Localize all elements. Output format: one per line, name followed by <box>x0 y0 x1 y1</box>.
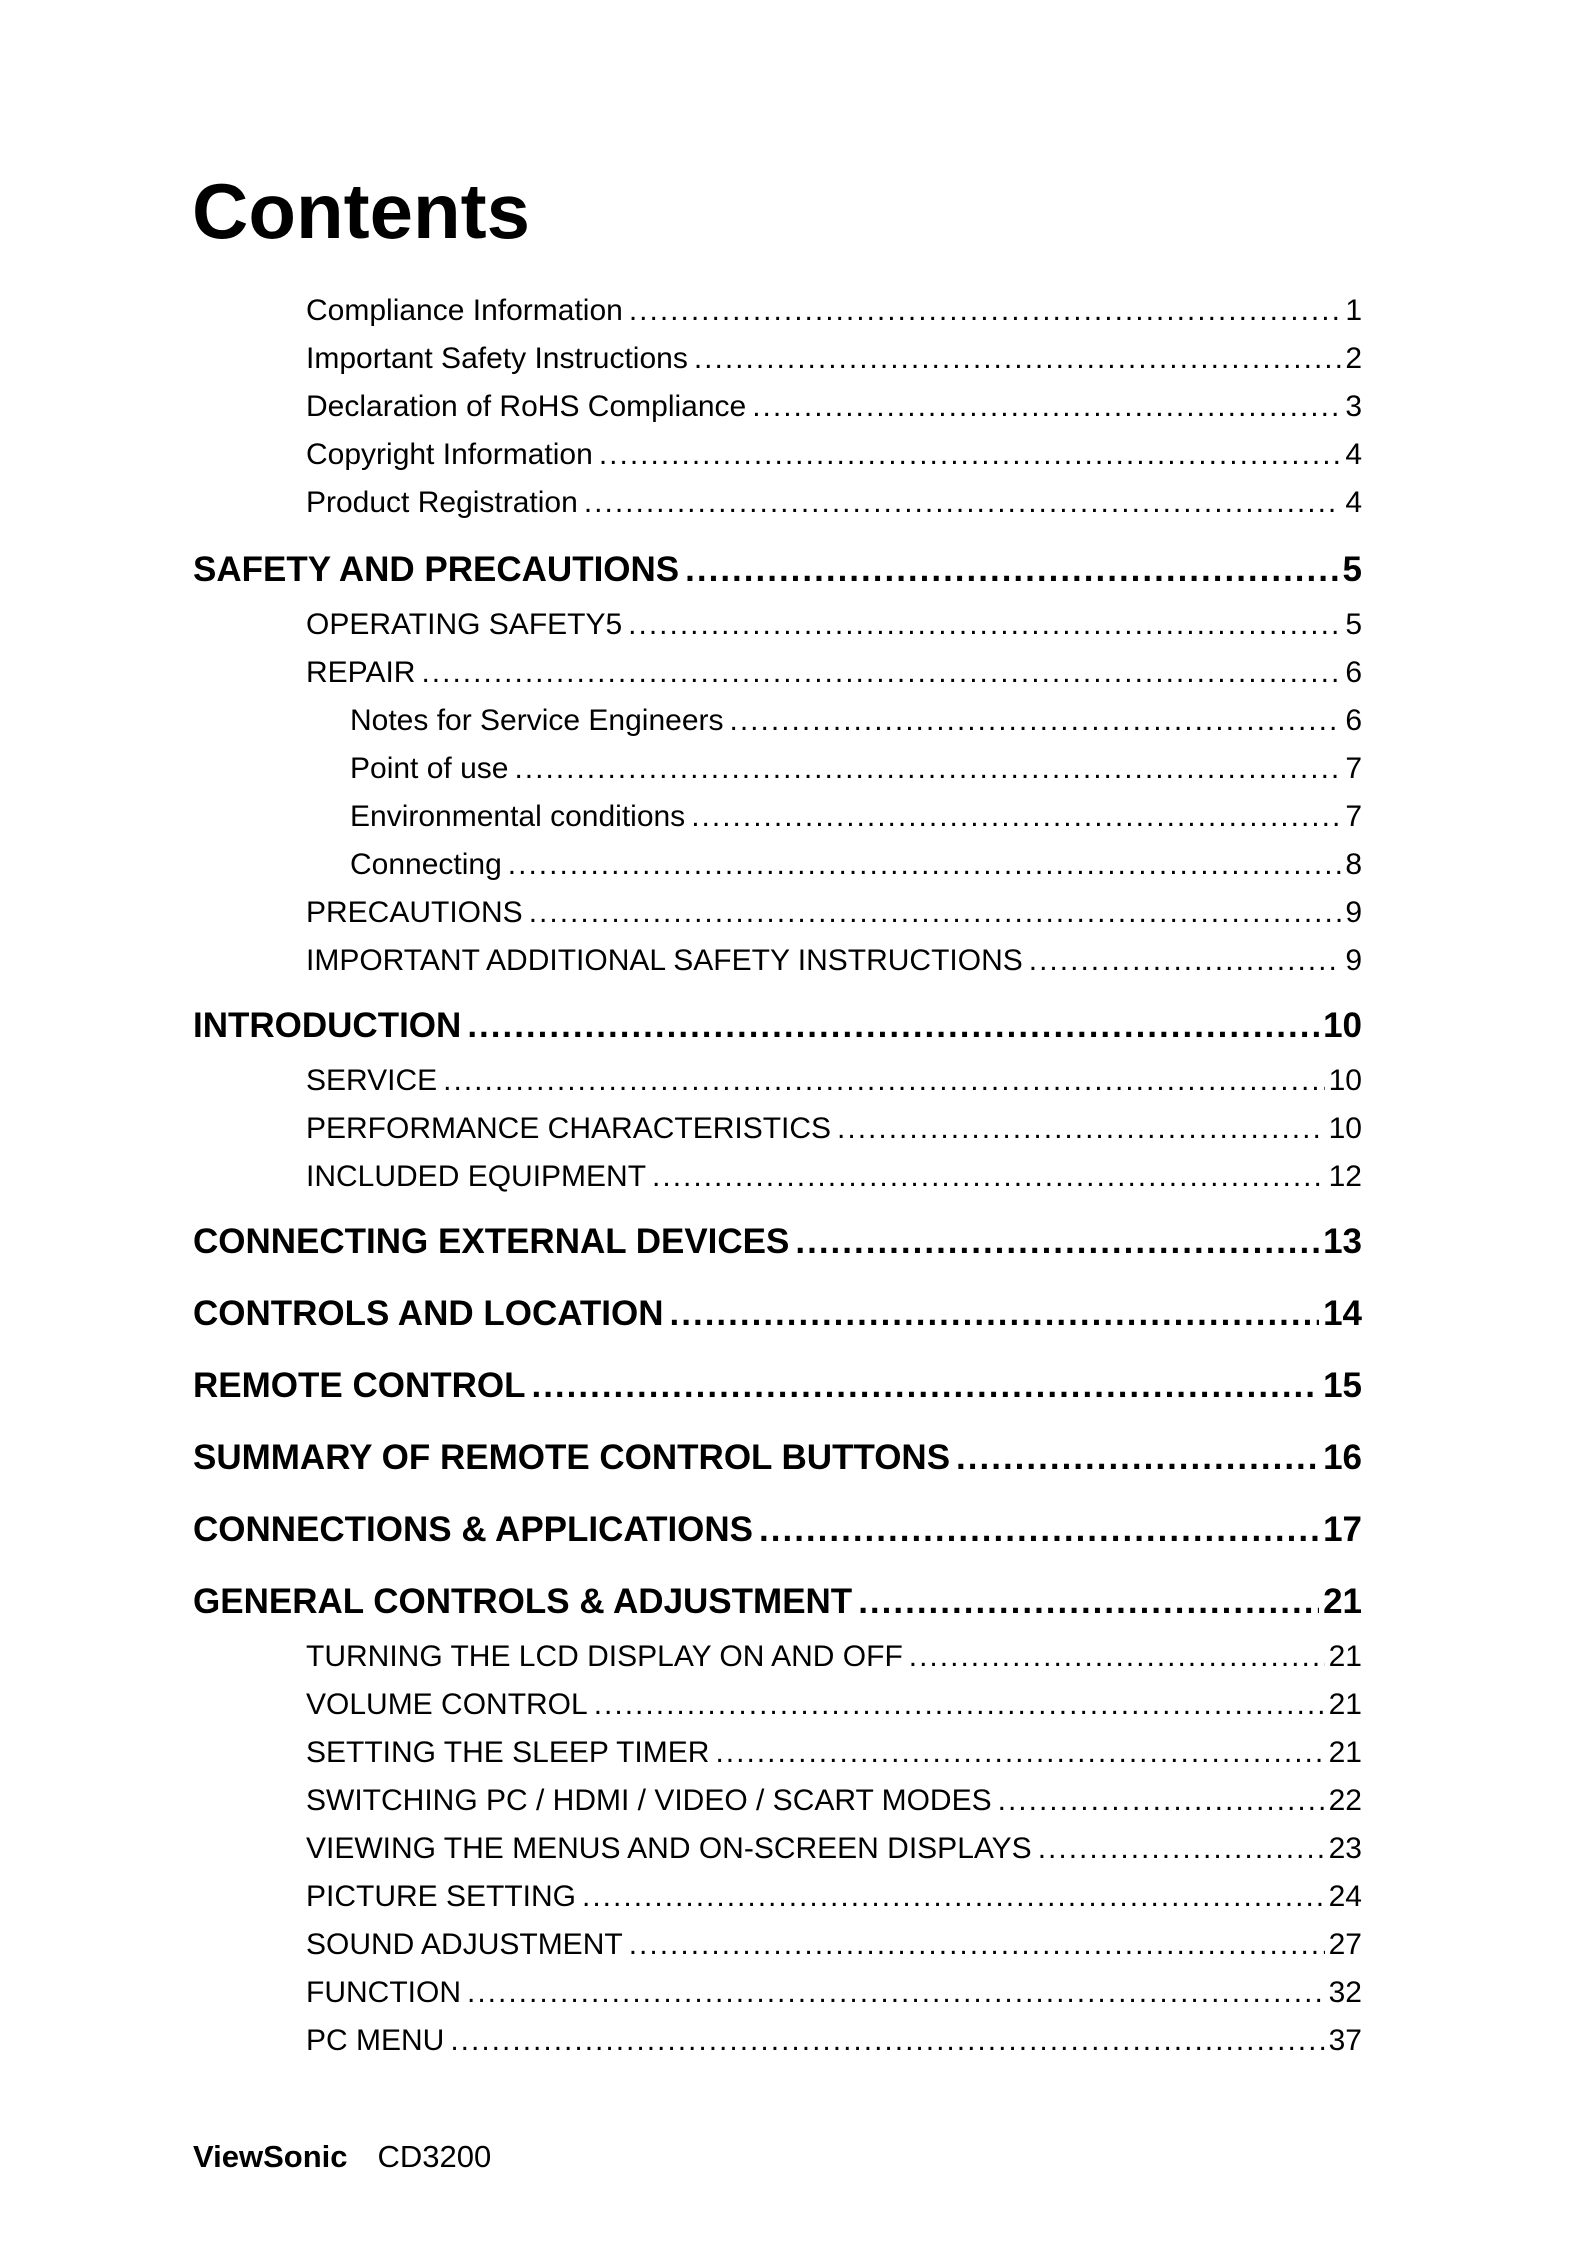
toc-dot-leader <box>694 342 1341 376</box>
toc-page-number: 21 <box>1328 1640 1362 1673</box>
toc-entry-label: CONNECTING EXTERNAL DEVICES <box>193 1222 790 1261</box>
toc-entry-label: SAFETY AND PRECAUTIONS <box>193 550 680 589</box>
toc-page-number: 7 <box>1345 800 1362 833</box>
toc-dot-leader <box>715 1736 1324 1770</box>
toc-dot-leader <box>652 1160 1325 1194</box>
toc-section-entry[interactable] <box>193 1006 1362 1046</box>
toc-entry-label: PICTURE SETTING <box>306 1880 577 1913</box>
toc-page-number: 10 <box>1323 1006 1362 1045</box>
toc-dot-leader <box>584 486 1342 520</box>
toc-entry-label: TURNING THE LCD DISPLAY ON AND OFF <box>306 1640 903 1673</box>
toc-entry-label: CONNECTIONS & APPLICATIONS <box>193 1510 754 1549</box>
toc-page-number: 4 <box>1345 486 1362 519</box>
toc-entry-label: PC MENU <box>306 2024 445 2057</box>
toc-entry[interactable] <box>306 1784 1362 1818</box>
toc-dot-leader <box>629 294 1341 328</box>
toc-entry[interactable] <box>306 1688 1362 1722</box>
toc-page-number: 4 <box>1345 438 1362 471</box>
toc-entry[interactable] <box>306 486 1362 520</box>
toc-section-entry[interactable] <box>193 1582 1362 1622</box>
toc-dot-leader <box>759 1510 1319 1550</box>
toc-entry[interactable] <box>306 1160 1362 1194</box>
toc-entry-label: SETTING THE SLEEP TIMER <box>306 1736 710 1769</box>
toc-page-number: 5 <box>1342 550 1362 589</box>
toc-entry[interactable] <box>306 342 1362 376</box>
toc-entry-label: Point of use <box>350 752 509 785</box>
toc-page-number: 1 <box>1345 294 1362 327</box>
toc-entry[interactable] <box>306 1640 1362 1674</box>
toc-page-number: 21 <box>1323 1582 1362 1621</box>
toc-page-number: 5 <box>1345 608 1362 641</box>
toc-section-entry[interactable] <box>193 550 1362 590</box>
toc-subentry[interactable] <box>350 752 1362 786</box>
toc-dot-leader <box>1038 1832 1325 1866</box>
toc-entry[interactable] <box>306 1928 1362 1962</box>
toc-section-entry[interactable] <box>193 1438 1362 1478</box>
toc-page-number: 2 <box>1345 342 1362 375</box>
toc-page-number: 10 <box>1328 1112 1362 1145</box>
toc-entry-label: VOLUME CONTROL <box>306 1688 588 1721</box>
toc-entry[interactable] <box>306 1112 1362 1146</box>
toc-entry-label: INTRODUCTION <box>193 1006 462 1045</box>
toc-entry[interactable] <box>306 944 1362 978</box>
toc-dot-leader <box>599 438 1342 472</box>
model-name: CD3200 <box>377 2139 492 2174</box>
toc-entry[interactable] <box>306 896 1362 930</box>
toc-dot-leader <box>730 704 1342 738</box>
toc-dot-leader <box>421 656 1341 690</box>
toc-page-number: 24 <box>1328 1880 1362 1913</box>
toc-page-number: 9 <box>1345 944 1362 977</box>
toc-dot-leader <box>531 1366 1319 1406</box>
toc-page-number: 32 <box>1328 1976 1362 2009</box>
toc-page-number: 37 <box>1328 2024 1362 2057</box>
toc-entry-label: FUNCTION <box>306 1976 461 2009</box>
toc-page-number: 6 <box>1345 704 1362 737</box>
toc-section-entry[interactable] <box>193 1294 1362 1334</box>
toc-entry-label: GENERAL CONTROLS & ADJUSTMENT <box>193 1582 853 1621</box>
toc-dot-leader <box>508 848 1342 882</box>
toc-entry[interactable] <box>306 294 1362 328</box>
toc-page-number: 12 <box>1328 1160 1362 1193</box>
toc-dot-leader <box>529 896 1342 930</box>
toc-entry[interactable] <box>306 438 1362 472</box>
page-title: Contents <box>192 167 530 255</box>
toc-dot-leader <box>685 550 1338 590</box>
toc-page-number: 8 <box>1345 848 1362 881</box>
toc-entry[interactable] <box>306 1832 1362 1866</box>
toc-entry-label: INCLUDED EQUIPMENT <box>306 1160 647 1193</box>
toc-entry-label: Important Safety Instructions <box>306 342 688 375</box>
toc-entry[interactable] <box>306 1976 1362 2010</box>
toc-entry[interactable] <box>306 1880 1362 1914</box>
toc-section-entry[interactable] <box>193 1366 1362 1406</box>
toc-dot-leader <box>670 1294 1320 1334</box>
toc-page-number: 17 <box>1323 1510 1362 1549</box>
toc-page-number: 3 <box>1345 390 1362 423</box>
toc-dot-leader <box>1029 944 1342 978</box>
toc-dot-leader <box>858 1582 1319 1622</box>
toc-entry-label: SWITCHING PC / HDMI / VIDEO / SCART MODES <box>306 1784 992 1817</box>
toc-entry-label: Connecting <box>350 848 502 881</box>
toc-page-number: 16 <box>1323 1438 1362 1477</box>
toc-page-number: 15 <box>1323 1366 1362 1405</box>
toc-entry-label: PERFORMANCE CHARACTERISTICS <box>306 1112 832 1145</box>
toc-entry-label: SOUND ADJUSTMENT <box>306 1928 623 1961</box>
toc-dot-leader <box>450 2024 1324 2058</box>
toc-entry[interactable] <box>306 608 1362 642</box>
toc-entry-label: Copyright Information <box>306 438 593 471</box>
toc-dot-leader <box>467 1006 1319 1046</box>
toc-subentry[interactable] <box>350 800 1362 834</box>
toc-entry-label: PRECAUTIONS <box>306 896 523 929</box>
toc-dot-leader <box>443 1064 1324 1098</box>
toc-entry-label: Environmental conditions <box>350 800 686 833</box>
toc-subentry[interactable] <box>350 704 1362 738</box>
toc-page-number: 21 <box>1328 1736 1362 1769</box>
toc-dot-leader <box>691 800 1341 834</box>
toc-page-number: 14 <box>1323 1294 1362 1333</box>
toc-dot-leader <box>795 1222 1319 1262</box>
toc-page-number: 21 <box>1328 1688 1362 1721</box>
toc-dot-leader <box>837 1112 1325 1146</box>
toc-page-number: 13 <box>1323 1222 1362 1261</box>
toc-page-number: 9 <box>1345 896 1362 929</box>
toc-page-number: 23 <box>1328 1832 1362 1865</box>
toc-entry-label: Compliance Information <box>306 294 623 327</box>
toc-entry[interactable] <box>306 390 1362 424</box>
toc-entry-label: Declaration of RoHS Compliance <box>306 390 747 423</box>
toc-entry[interactable] <box>306 2024 1362 2058</box>
toc-dot-leader <box>514 752 1341 786</box>
toc-dot-leader <box>629 1928 1325 1962</box>
toc-section-entry[interactable] <box>193 1222 1362 1262</box>
toc-page-number: 6 <box>1345 656 1362 689</box>
toc-entry-label: OPERATING SAFETY5 <box>306 608 623 641</box>
toc-dot-leader <box>594 1688 1325 1722</box>
toc-dot-leader <box>582 1880 1325 1914</box>
toc-entry-label: CONTROLS AND LOCATION <box>193 1294 664 1333</box>
toc-entry-label: SERVICE <box>306 1064 438 1097</box>
toc-entry-label: VIEWING THE MENUS AND ON-SCREEN DISPLAYS <box>306 1832 1032 1865</box>
brand-name: ViewSonic <box>193 2139 348 2174</box>
toc-dot-leader <box>628 608 1341 642</box>
toc-page-number: 10 <box>1328 1064 1362 1097</box>
toc-page-number: 27 <box>1328 1928 1362 1961</box>
toc-dot-leader <box>467 1976 1325 2010</box>
toc-subentry[interactable] <box>350 848 1362 882</box>
toc-page-number: 7 <box>1345 752 1362 785</box>
toc-entry-label: REMOTE CONTROL <box>193 1366 526 1405</box>
toc-entry-label: Product Registration <box>306 486 578 519</box>
toc-entry-label: IMPORTANT ADDITIONAL SAFETY INSTRUCTIONS <box>306 944 1023 977</box>
toc-dot-leader <box>956 1438 1319 1478</box>
toc-dot-leader <box>909 1640 1325 1674</box>
toc-dot-leader <box>998 1784 1325 1818</box>
toc-section-entry[interactable] <box>193 1510 1362 1550</box>
toc-entry-label: REPAIR <box>306 656 416 689</box>
toc-page-number: 22 <box>1328 1784 1362 1817</box>
page-footer <box>193 2139 491 2175</box>
toc-entry-label: Notes for Service Engineers <box>350 704 724 737</box>
toc-entry[interactable] <box>306 656 1362 690</box>
toc-entry[interactable] <box>306 1064 1362 1098</box>
toc-dot-leader <box>752 390 1341 424</box>
toc-entry[interactable] <box>306 1736 1362 1770</box>
toc-entry-label: SUMMARY OF REMOTE CONTROL BUTTONS <box>193 1438 951 1477</box>
